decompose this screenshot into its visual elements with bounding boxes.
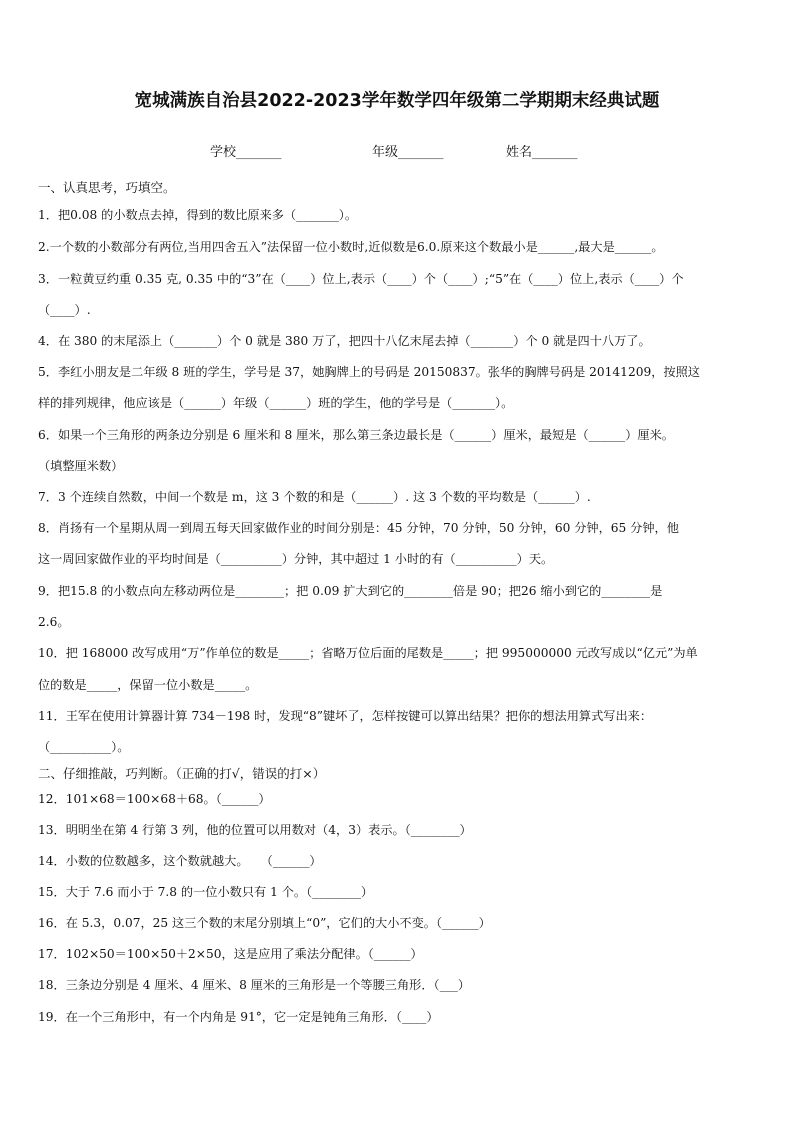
- question-7: 7．3 个连续自然数，中间一个数是 m，这 3 个数的和是（______）. 这 3 个数的平均数是（______）.: [38, 490, 591, 504]
- question-6: 6．如果一个三角形的两条边分别是 6 厘米和 8 厘米，那么第三条边最长是（______）厘米，最短是（______）厘米。: [38, 428, 674, 442]
- question-8: 8．肖扬有一个星期从周一到周五每天回家做作业的时间分别是：45 分钟，70 分钟，50 分钟，60 分钟，65 分钟，他: [38, 521, 679, 535]
- question-1: 1．把0.08 的小数点去掉，得到的数比原来多（_______）。: [38, 208, 358, 222]
- question-3-cont: （____）.: [38, 303, 91, 317]
- question-11: 11．王军在使用计算器计算 734－198 时，发现“8”键坏了，怎样按键可以算出结果？把你的想法用算式写出来：: [38, 709, 653, 723]
- question-19: 19．在一个三角形中，有一个内角是 91°，它一定是钝角三角形．（____）: [38, 1010, 439, 1024]
- question-16: 16．在 5.3，0.07，25 这三个数的末尾分别填上“0”，它们的大小不变。（______）: [38, 916, 491, 930]
- name-field: 姓名_______: [506, 145, 578, 160]
- question-6-cont: （填整厘米数）: [38, 459, 124, 473]
- question-11-cont: （__________）。: [38, 740, 130, 754]
- question-18: 18．三条边分别是 4 厘米、4 厘米、8 厘米的三角形是一个等腰三角形．（___）: [38, 978, 471, 992]
- section-2-heading: 二、仔细推敲，巧判断。（正确的打√，错误的打×）: [38, 766, 326, 781]
- question-15: 15．大于 7.6 而小于 7.8 的一位小数只有 1 个。（________）: [38, 885, 374, 899]
- question-9: 9．把15.8 的小数点向左移动两位是________；把 0.09 扩大到它的________倍是 90；把26 缩小到它的________是: [38, 584, 663, 598]
- question-8-cont: 这一周回家做作业的平均时间是（__________）分钟，其中超过 1 小时的有（__________）天。: [38, 552, 554, 566]
- question-5-cont: 样的排列规律，他应该是（______）年级（______）班的学生，他的学号是（_______）。: [38, 396, 514, 410]
- question-12: 12．101×68＝100×68＋68。（______）: [38, 792, 271, 806]
- section-1-heading: 一、认真思考，巧填空。: [38, 180, 176, 195]
- question-14: 14．小数的位数越多，这个数就越大。 （______）: [38, 854, 322, 868]
- page-title: 宽城满族自治县2022-2023学年数学四年级第二学期期末经典试题: [134, 91, 660, 111]
- question-10: 10．把 168000 改写成用“万”作单位的数是_____；省略万位后面的尾数是_____；把 995000000 元改写成以“亿元”为单: [38, 646, 698, 660]
- question-2: 2.一个数的小数部分有两位,当用四舍五入”法保留一位小数时,近似数是6.0.原来这个数最小是______,最大是______。: [38, 240, 664, 254]
- question-5: 5．李红小朋友是二年级 8 班的学生，学号是 37，她胸牌上的号码是 20150837。张华的胸牌号码是 20141209，按照这: [38, 365, 700, 379]
- grade-field: 年级_______: [372, 145, 444, 160]
- question-17: 17．102×50＝100×50＋2×50，这是应用了乘法分配律。（______）: [38, 947, 423, 961]
- question-3: 3．一粒黄豆约重 0.35 克, 0.35 中的“3”在（____）位上,表示（____）个（____）;“5”在（____）位上,表示（____）个: [38, 272, 684, 286]
- school-field: 学校_______: [210, 145, 282, 160]
- question-9-cont: 2.6。: [38, 615, 70, 629]
- question-10-cont: 位的数是_____，保留一位小数是_____。: [38, 678, 258, 692]
- question-13: 13．明明坐在第 4 行第 3 列，他的位置可以用数对（4，3）表示。（________）: [38, 823, 472, 837]
- question-4: 4．在 380 的末尾添上（_______）个 0 就是 380 万了，把四十八亿末尾去掉（_______）个 0 就是四十八万了。: [38, 334, 651, 348]
